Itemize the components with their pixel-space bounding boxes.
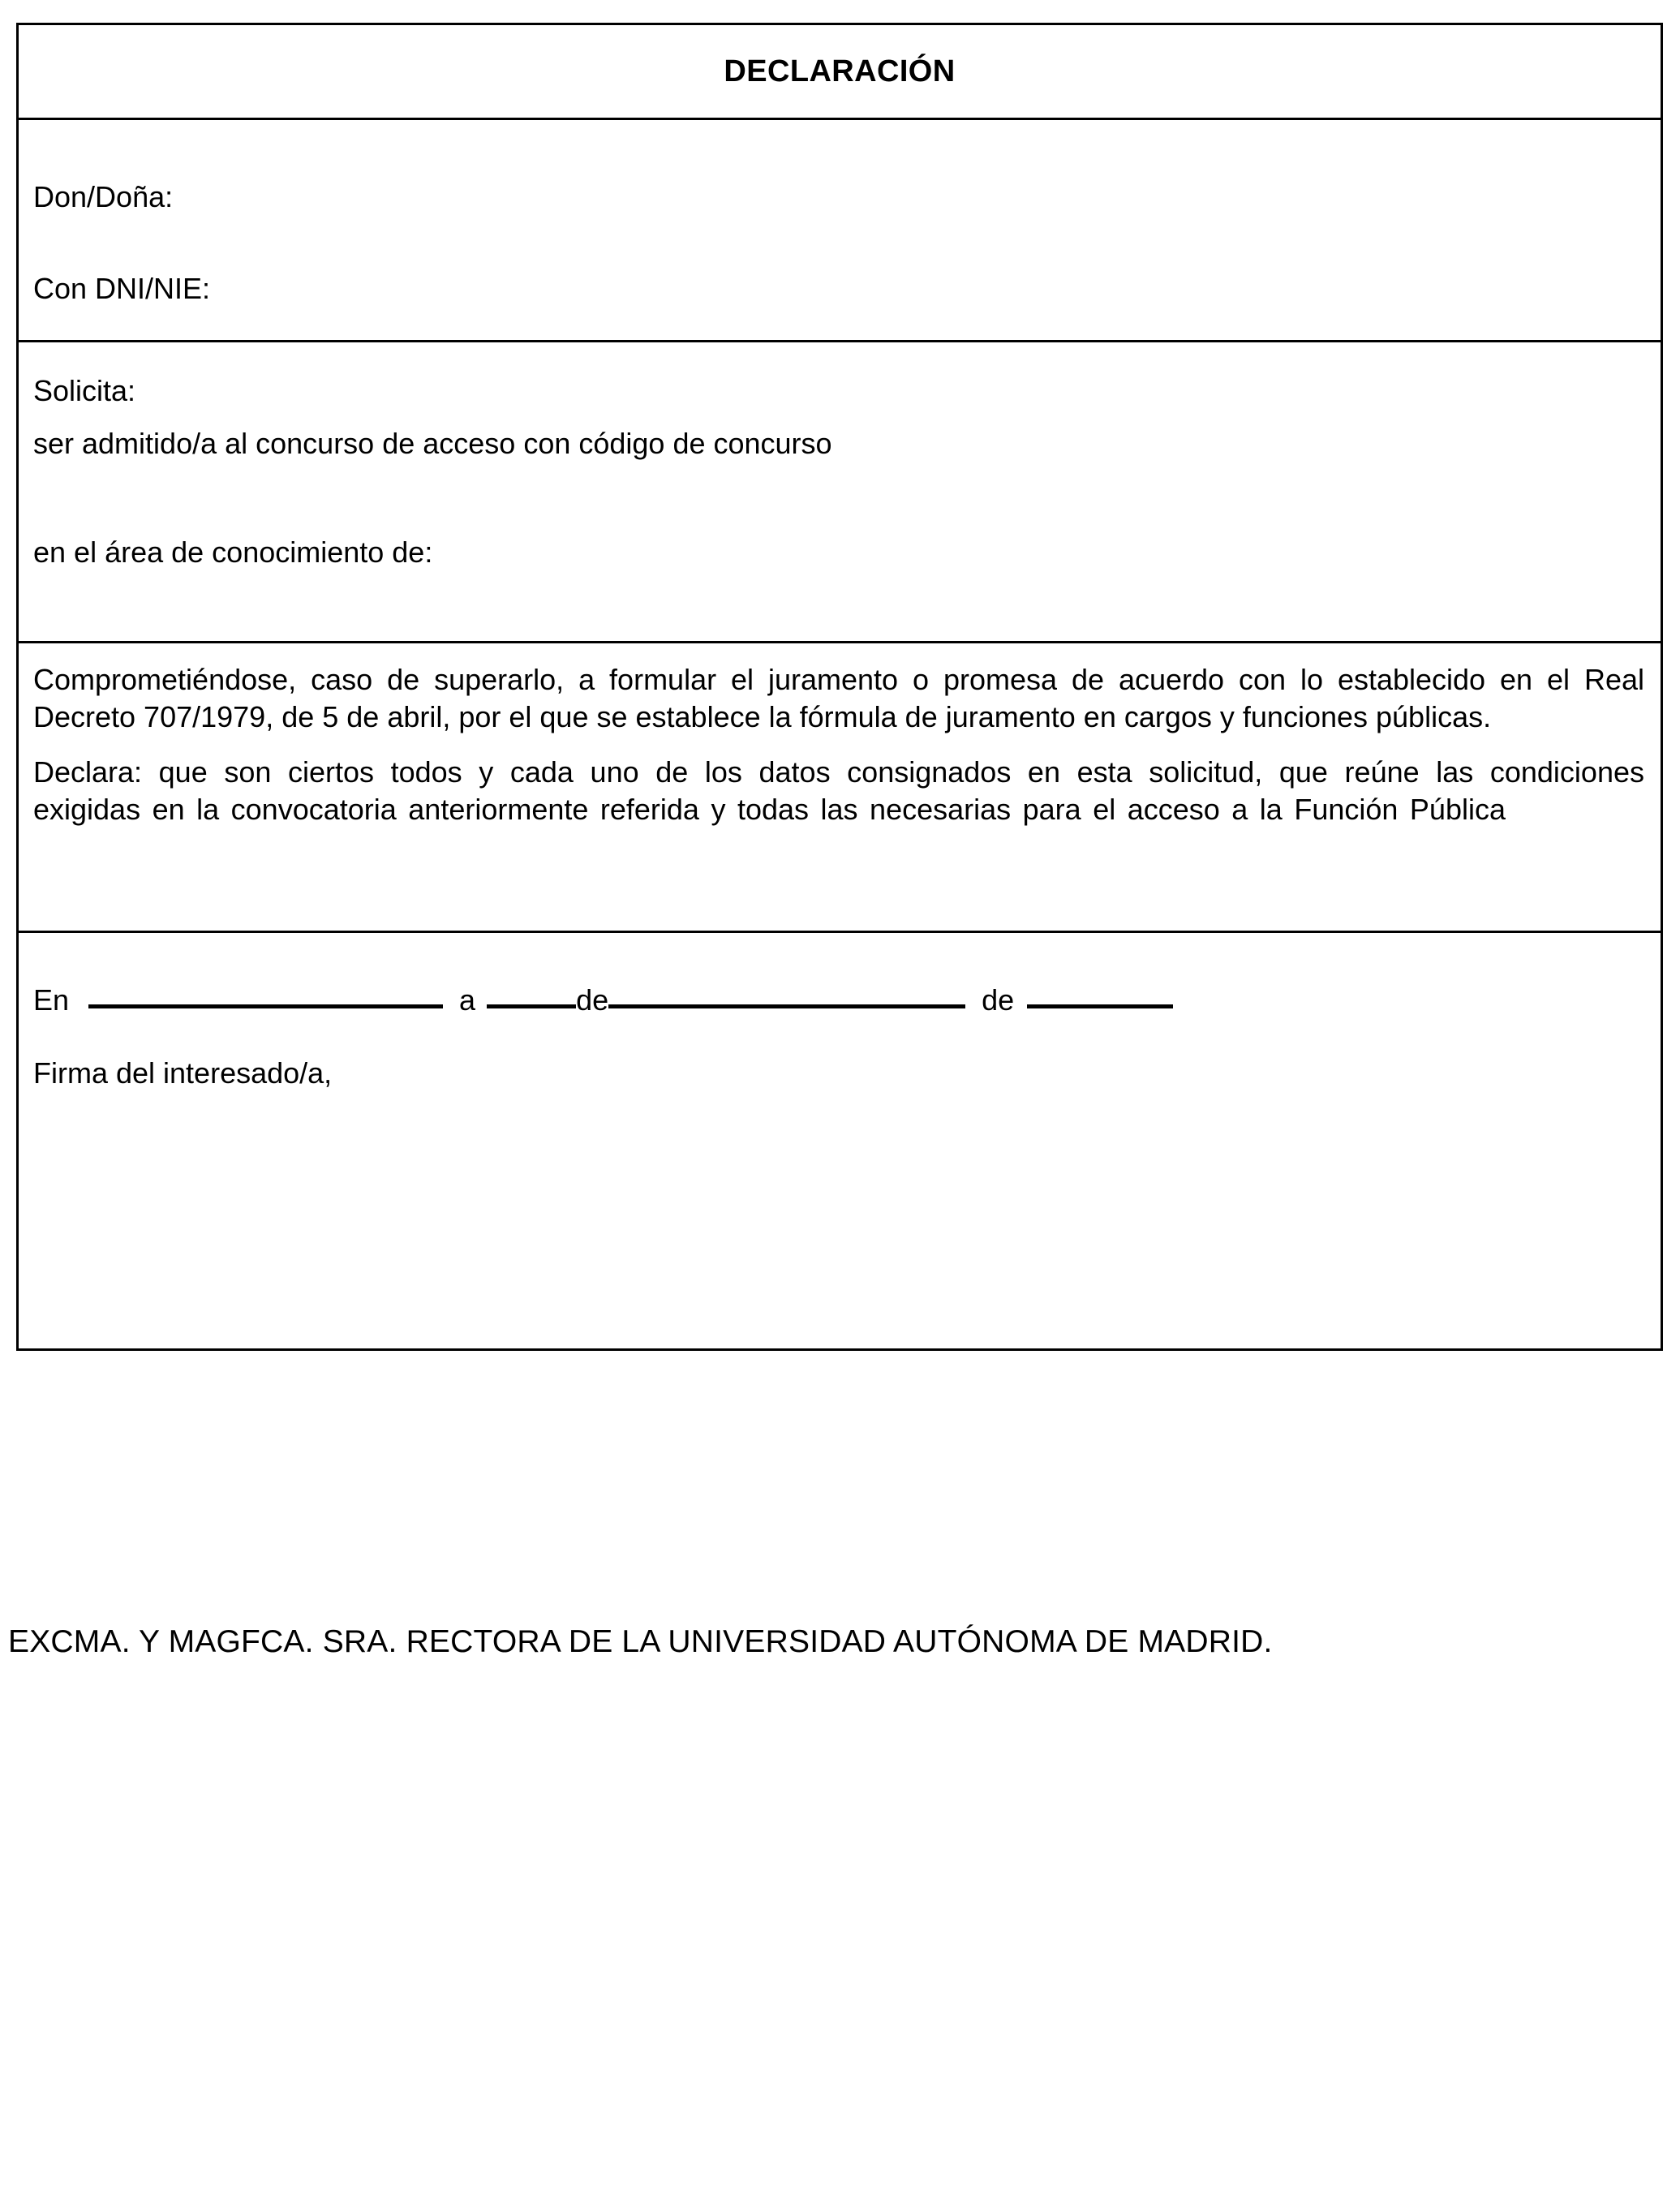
month-word-label: de <box>576 983 609 1017</box>
signature-drawing-area[interactable] <box>33 1112 1644 1331</box>
year-blank-field[interactable] <box>1027 1004 1173 1008</box>
signature-row <box>19 933 1661 1348</box>
name-field-label: Don/Doña: <box>33 180 174 213</box>
request-row <box>19 342 1661 643</box>
year-word-label: de <box>982 983 1015 1017</box>
request-area-text: en el área de conocimiento de: <box>33 535 433 569</box>
request-label: Solicita: <box>33 374 136 407</box>
request-admission-text: ser admitido/a al concurso de acceso con código de concurso <box>33 427 832 460</box>
place-blank-field[interactable] <box>88 1004 443 1008</box>
commitment-paragraph: Comprometiéndose, caso de superarlo, a formular el juramento o promesa de acuerdo con lo establecido en el Real Decreto 707/1979, de 5 de abril, por el que se establece la fórmula de juramento en cargos y funciones públicas. <box>33 663 1644 734</box>
declaration-paragraph: Declara: que son ciertos todos y cada uno de los datos consignados en esta solicitud, que reúne las condiciones exigidas en la convocatoria anteriormente referida y todas las necesarias para el acceso a la Función Pública <box>33 755 1644 827</box>
signature-label: Firma del interesado/a, <box>33 1056 333 1090</box>
page-title: DECLARACIÓN <box>724 54 956 88</box>
declaration-table <box>16 23 1663 1351</box>
statements-row <box>19 643 1661 933</box>
declaration-header-row <box>19 25 1661 120</box>
day-word-label: a <box>459 983 476 1017</box>
place-word-label: En <box>33 983 70 1017</box>
place-date-line <box>33 983 1644 1017</box>
dni-field-label: Con DNI/NIE: <box>33 272 211 305</box>
month-blank-field[interactable] <box>608 1004 965 1008</box>
addressee-line: EXCMA. Y MAGFCA. SRA. RECTORA DE LA UNIVERSIDAD AUTÓNOMA DE MADRID. <box>8 1624 1273 1659</box>
day-blank-field[interactable] <box>487 1004 576 1008</box>
identity-row <box>19 120 1661 342</box>
